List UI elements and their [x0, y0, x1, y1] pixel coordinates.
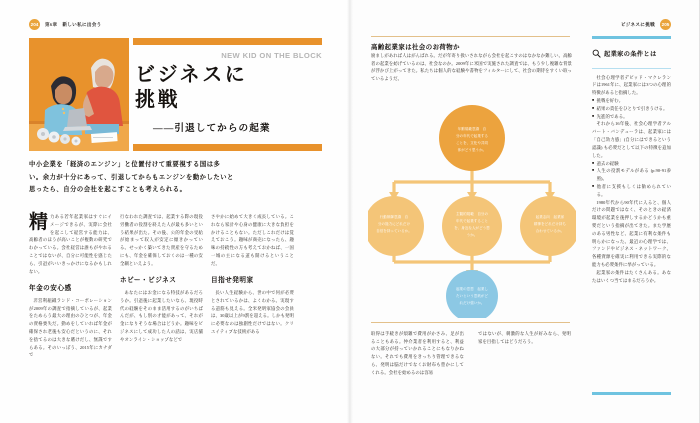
kicker-text: NEW KID ON THE BLOCK [221, 51, 322, 60]
svg-text:年代で起業すること: 年代で起業すること [455, 219, 489, 223]
column-3-paragraph-2: 長い人生経験から、世の中で何が必要とされているかは、よくわかる。実現する道筋も見える。全米発明家協会の会員は、30歳以上が9割を超える。しかも発明に必要なのは独創性だけではない。クリエイティブな技術がある [211, 289, 294, 334]
running-head-title: ビジネスに挑戦 [620, 21, 655, 27]
right-page-top-rule [371, 36, 570, 37]
hero-illustration [29, 38, 129, 151]
drop-cap: 精 [29, 212, 49, 233]
node-entrepreneur-orientation [520, 196, 576, 256]
sidebar-bullet-2: ■ 結果の責任をひとりで引きうける。 [592, 105, 671, 113]
right-column-2-paragraph: ではないが、刺激的な人生が好みなら、発明家を目指してはどうだろう。 [478, 331, 571, 344]
magnifier-icon [592, 45, 601, 63]
right-page-mid-rule [371, 322, 570, 323]
entrepreneur-intent-diagram [368, 100, 576, 318]
lead-paragraph: 中小企業を「経済のエンジン」と位置付けて重要視する国は多い。余力が十分にあって、引退してからもエンジンを動かしたいと思ったら、自分の会社を起こすことも考えられる。 [29, 161, 234, 194]
svg-text:精神をどれだけ持ち: 精神をどれだけ持ち [533, 222, 567, 226]
dropcap-paragraph [29, 213, 112, 276]
svg-text:年齢規範意識 自: 年齢規範意識 自 [457, 127, 487, 131]
sidebar-paragraph-8: 1980年代から90年代に入ると、個人だけの問題ではなく、そのときの経済環境が起業を後押しするかどうかも重要だという指摘が出てきた。また学歴のある男性など、起業に有利な条件も明らかになった。最近の心理学では、ファンドやビジネス・ネットワーク、各種資源を確実に利用できる実際的な能力も必要条件に挙がっている。 [592, 199, 671, 268]
column-1-paragraph-1: 力ある若年起業家はすぐにイメージできるが、実際に会社を起こして経営する能力は、高齢者のほうが高いことが複数の研究でわかっている。会社経営は誰もがやれることではないが、自分に可能性を感じたら、引退がいいきっかけになるかもしれない。 [29, 214, 112, 274]
sidebar-bullet-6: ■ 人生の役割モデルがある (p.90-91参照)。 [592, 167, 671, 183]
column-2-paragraph-2: あなたにはお金になる特技があるだろうか。引退後に起業したいなら、現役時代の経験をそのまま活用するのがいちばんだが、もし別の才能があって、それが金になりそうな場合はどうか。趣味をビジネスにして成功した人の話は、実店舗やオンライン・ショップなどで [120, 289, 203, 342]
title-block [133, 38, 322, 151]
column-1-paragraph-2: 非営利組織ランド・コーポレーションが2009年の調査で指摘しているが、起業をためらう最大の理由のひとつが、年金の資格喪失だ。勤めをしていれば年金が確保され老後も安心だというのに、それを捨てるのは大きな賭けだし、無謀ですらある。そのいっぽう、2015年にカナダで [29, 297, 112, 358]
sidebar-title: 起業家の条件とは [604, 51, 657, 59]
left-column-3 [211, 213, 294, 336]
sidebar-rule-thin [592, 68, 671, 69]
svg-text:行動制御意識 自: 行動制御意識 自 [379, 215, 409, 219]
right-column-1 [371, 330, 464, 376]
sidebar-rule-top [592, 36, 671, 39]
svg-text:分の能力にどれだけ: 分の能力にどれだけ [377, 222, 411, 226]
sidebar-bullet-1: ■ 挑戦を好む。 [592, 97, 671, 105]
subhead-inventor: 目指せ発明家 [211, 276, 254, 284]
title-rule-bottom [133, 144, 322, 151]
running-head-right [621, 19, 671, 30]
chapter-number: 第6章 [45, 21, 58, 27]
sidebar-bullet-5: ■ 過去の経験 [592, 160, 671, 168]
svg-text:れだけ強いか。: れだけ強いか。 [459, 301, 485, 305]
left-column-2 [120, 213, 203, 344]
right-column-2 [478, 330, 571, 345]
svg-text:自信を持っているか。: 自信を持っているか。 [376, 229, 412, 233]
right-page-heading: 高齢起業家は社会のお荷物か [371, 44, 460, 51]
svg-text:体がどう思うか。: 体がどう思うか。 [457, 148, 487, 152]
column-3-paragraph-1: さやかに始めて大きく成長している。これなら家計や心身の健康に大きな負担をかけることもない。ただしこれだけは覚えておこう。趣味が商売になったら、趣味の持続性の方も考えておかねば、一国一城の主になる道も開けるということだ。 [211, 214, 294, 266]
node-age-norm [439, 105, 505, 171]
svg-text:ことを、文化や共同: ことを、文化や共同 [455, 141, 489, 145]
folio-left: 204 [29, 19, 40, 30]
svg-text:主観的規範 自分の: 主観的規範 自分の [455, 212, 489, 216]
sidebar-bullet-3: ■ 先進的である。 [592, 113, 671, 121]
sidebar-paragraph-9: 起業家の条件はたくさんある。あなたはいくつ当てはまるだろうか。 [592, 269, 671, 283]
right-column-1-paragraph: 取得は手続きが煩雑で費用がかさみ、足が出ることもある。仲介業者を利用すると、利益の大部分が持っていかれることにもなりかねない。それでも費用をきっちり管理できるなら、発明は脳だけでなくお財布も豊かにしてくれる。会社を始めるのは容易 [371, 331, 464, 375]
folio-right: 205 [660, 19, 671, 30]
sidebar-paragraph-0: 社会心理学者デビッド・マクレランドは1961年に、起業家には3つの心理的特徴があると指摘した。 [592, 74, 671, 96]
sidebar-rule-bottom [592, 392, 671, 395]
chapter-title: 新しい私に出会う [62, 21, 102, 27]
running-head-left [29, 19, 102, 30]
page-title [135, 63, 247, 114]
svg-text:うか。: うか。 [466, 233, 478, 237]
sidebar-header [592, 45, 671, 63]
title-rule-top [133, 38, 322, 45]
left-column-1 [29, 213, 112, 359]
svg-text:たいという意欲がど: たいという意欲がど [455, 294, 489, 298]
svg-text:起業の意思 起業し: 起業の意思 起業し [455, 287, 489, 291]
svg-text:起業志向 起業家: 起業志向 起業家 [535, 215, 565, 219]
right-page-intro: 励ましがあれば人はがんばれる。だが年寄り扱いされながら会社を起こすのはなかなか難しい。高齢者の起業を妨げているのは、社会なのか。2009年に米国で実施された調査では、もう少し複雑な背景が浮かび上がってきた。私たちは個人的な経験や書物をフィルターにして、社会の期待をすくい取っているようだ。 [371, 53, 572, 82]
sidebar-bullet-7: ■ 他者に支援もしくは勧められている。 [592, 183, 671, 199]
sidebar-body [592, 74, 671, 285]
page-title-line1: ビジネスに [135, 64, 248, 86]
page-title-line2: 挑戦 [135, 89, 181, 112]
subhead-pension: 年金の安心感 [29, 284, 72, 292]
subhead-hobby-business: ホビー・ビジネス [120, 276, 177, 284]
svg-text:を、身近な人がどう思: を、身近な人がどう思 [454, 226, 490, 230]
page-subtitle: ――引退してからの起業 [153, 123, 271, 134]
column-2-paragraph-1: 行なわれた調査では、起業する際の現役労働者の役割を終えた人が最も多いという結果が出た。その後、公的年金の受給が始まって収入が安定に傾きかっている。せっかく築いてきた資産を守るためにも、年金を確保しておくのは一種の安全網といえよう。 [120, 214, 203, 266]
sidebar-paragraph-4: それから16年後、社会心理学者アルバート・バンデューラは、起業家には「自己効力感」(自分にはできるという認識) も必要だとして以下の特徴を追加した。 [592, 121, 671, 158]
svg-text:合わせているか。: 合わせているか。 [535, 229, 565, 233]
sidebar-panel [592, 36, 671, 285]
node-behavior-control [368, 196, 424, 256]
svg-text:分の年代で起業する: 分の年代で起業する [455, 134, 489, 138]
